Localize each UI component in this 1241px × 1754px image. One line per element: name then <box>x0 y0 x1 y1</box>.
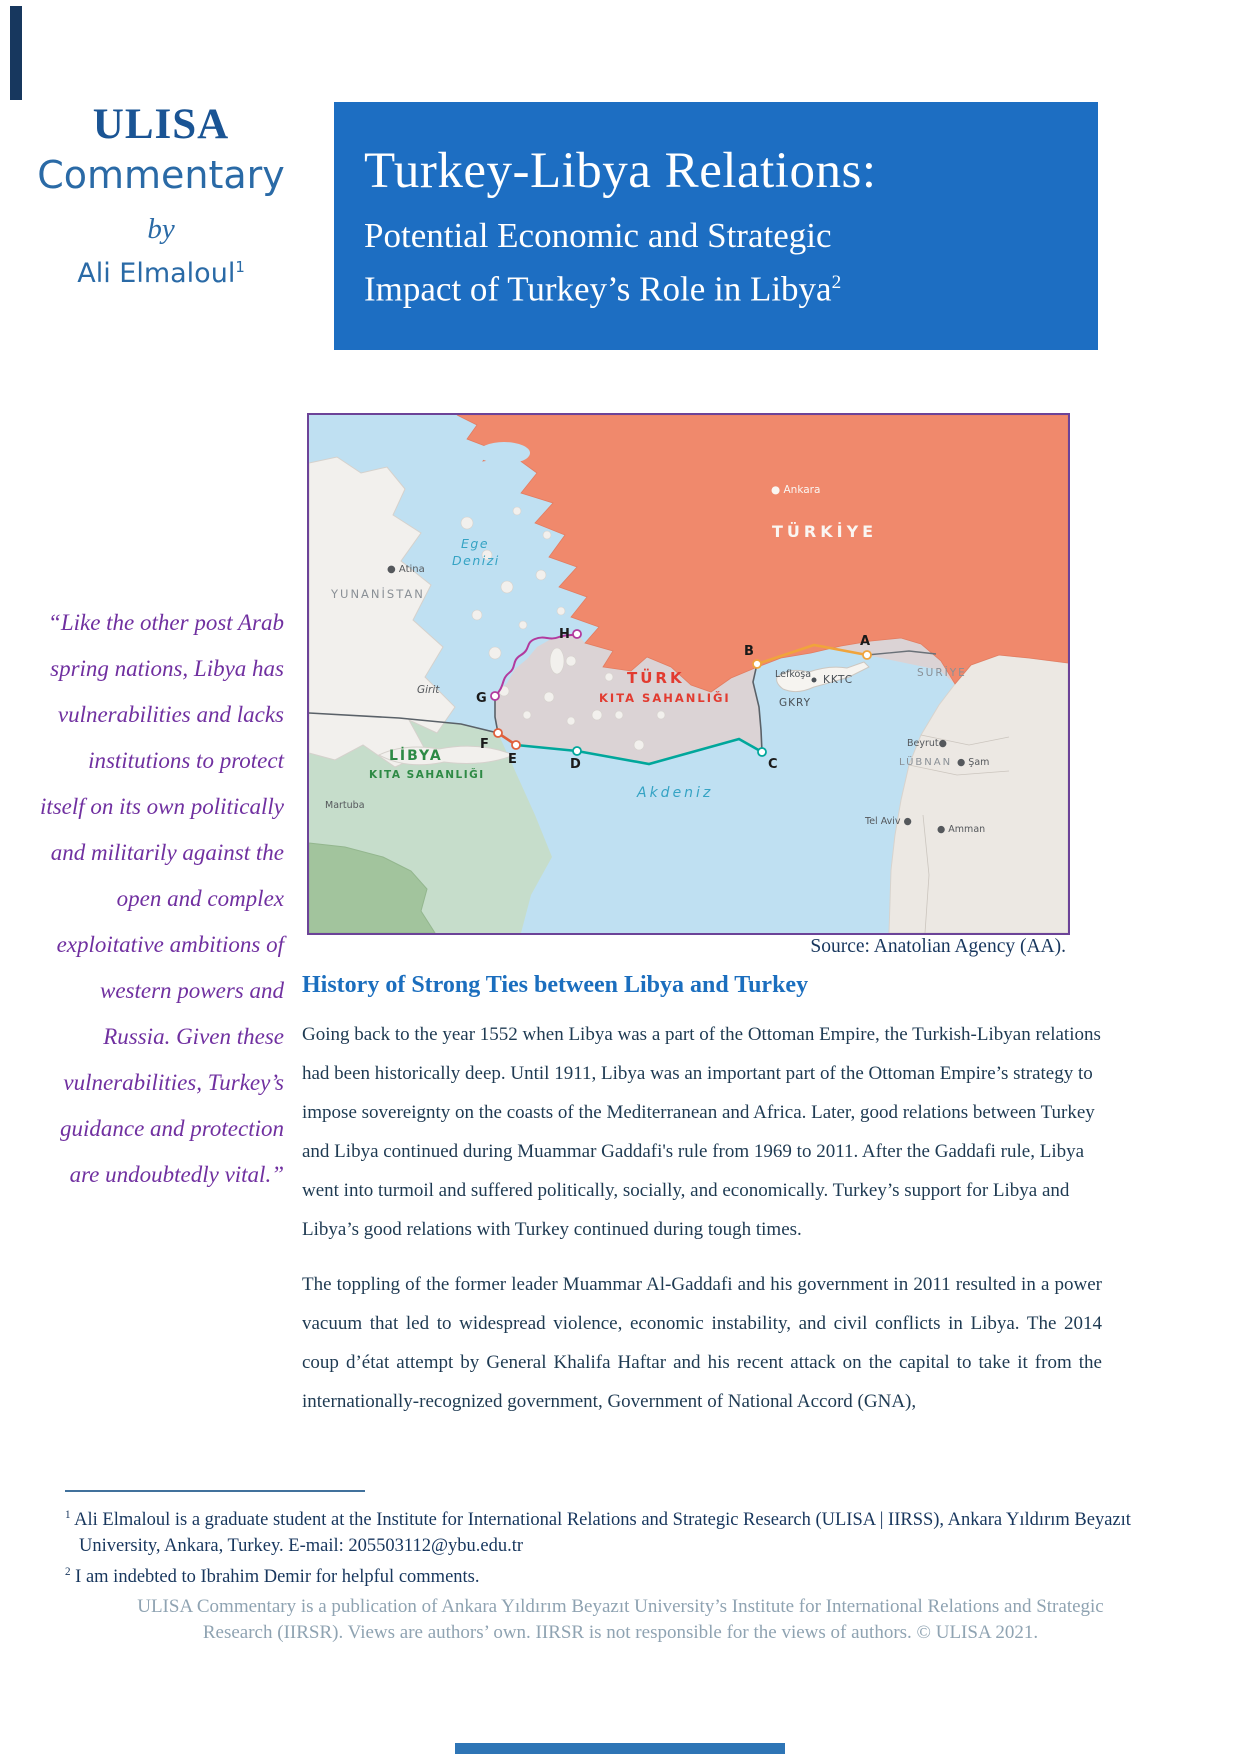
ankara-label: ● Ankara <box>771 484 821 496</box>
turkish-shelf-label-1: TÜRK <box>627 669 685 687</box>
article-body <box>302 972 1102 1437</box>
page-title: Turkey-Libya Relations: <box>364 143 877 199</box>
pull-quote: “Like the other post Arab spring nations, Libya has vulnerabilities and lacks institutions to protect itself on its own politically and militarily against the open and complex exploitative ambitions of western powers and Russia. Given these vulnerabilities, Turkey’s guidance and protection are undoubtedly vital.” <box>39 610 284 1187</box>
athens-label: ● Atina <box>387 564 425 575</box>
page-subtitle <box>364 212 1088 313</box>
marmara-sea <box>478 442 530 464</box>
gkry-label: GKRY <box>779 697 812 709</box>
aegean-sea-label-1: Ege <box>461 536 490 551</box>
mediterranean-map <box>309 415 1068 933</box>
amman-label: ● Amman <box>937 824 986 835</box>
top-left-accent-bar <box>10 6 22 100</box>
byword: by <box>147 213 175 245</box>
point-a-marker <box>863 651 871 659</box>
point-e-label: E <box>508 752 517 767</box>
footnote-2-text: I am indebted to Ibrahim Demir for helpful comments. <box>70 1567 480 1588</box>
aegean-sea-label-2: Denizi <box>452 553 500 568</box>
point-h-label: H <box>559 627 570 642</box>
nicosia-label: Lefkoşa <box>775 669 812 680</box>
section-heading: History of Strong Ties between Libya and Turkey <box>302 972 809 998</box>
footnotes <box>65 1490 1140 1590</box>
point-d-label: D <box>570 757 581 772</box>
point-b-label: B <box>744 644 754 659</box>
subtitle-line-1: Potential Economic and Strategic <box>364 216 832 255</box>
greece-label: YUNANİSTAN <box>331 587 425 601</box>
martuba-label: Martuba <box>325 800 365 811</box>
subtitle-line-2: Impact of Turkey’s Role in Libya$^2$ <box>364 269 842 309</box>
footnote-1 <box>65 1502 1140 1559</box>
title-banner <box>334 102 1098 350</box>
damascus-label: ● Şam <box>957 757 990 768</box>
nicosia-dot <box>812 678 817 683</box>
series-title: Commentary <box>37 153 285 197</box>
point-e-marker <box>512 741 520 749</box>
brand-title: ULISA <box>92 101 230 148</box>
paragraph-2: The toppling of the former leader Muammar Al-Gaddafi and his government in 2011 resulted in a power vacuum that led to widespread violence, economic instability, and civil conflicts in Libya. The 2014 coup d’état attempt by General Khalifa Haftar and his recent attack on the capital to take it from the internationally-recognized government, Government of National Accord (GNA), <box>302 1274 1102 1412</box>
footer-line-1: ULISA Commentary is a publication of Ankara Yıldırım Beyazıt University’s Institute for International Relations and Strategic <box>137 1596 1104 1617</box>
point-a-label: A <box>860 634 871 649</box>
publication-footer <box>60 1594 1181 1646</box>
kktc-label: KKTC <box>823 674 854 686</box>
libya-shelf-label-2: KITA SAHANLIĞI <box>369 769 485 781</box>
crete-label: Girit <box>417 684 440 696</box>
point-g-marker <box>491 692 499 700</box>
point-h-marker <box>573 630 581 638</box>
masthead <box>30 100 292 289</box>
turkish-shelf-label-2: KITA SAHANLIĞI <box>599 691 731 705</box>
turkiye-label: TÜRKİYE <box>772 522 878 541</box>
footer-line-2: Research (IIRSR). Views are authors’ own. IIRSR is not responsible for the views of authors. © ULISA 2021. <box>202 1622 1039 1643</box>
subtitle-footnote-ref: 2 <box>831 272 842 293</box>
paragraph-1: Going back to the year 1552 when Libya was a part of the Ottoman Empire, the Turkish-Libyan relations had been historically deep. Until 1911, Libya was an important part of the Ottoman Empire’s strategy to impose sovereignty on the coasts of the Mediterranean and Africa. Later, good relations between Turkey and Libya continued during Muammar Gaddafi's rule from 1969 to 2011. After the Gaddafi rule, Libya went into turmoil and suffered politically, socially, and economically. Turkey’s support for Libya and Libya’s good relations with Turkey continued during tough times. <box>302 1024 1101 1240</box>
point-c-marker <box>758 748 766 756</box>
point-g-label: G <box>476 691 487 706</box>
map-source-caption: Source: Anatolian Agency (AA). <box>810 936 1066 957</box>
point-f-label: F <box>480 737 489 752</box>
author-text: Ali Elmaloul <box>77 258 236 289</box>
libya-shelf-label-1: LİBYA <box>389 748 443 764</box>
bottom-accent-bar <box>455 1743 785 1754</box>
lebanon-label: LÜBNAN <box>899 757 953 768</box>
footnote-1-ref: 1 <box>65 1509 71 1521</box>
syria-label: SURİYE <box>917 667 967 679</box>
tel-aviv-label: Tel Aviv ● <box>865 816 912 827</box>
author-name <box>30 258 292 289</box>
author-footnote-ref: 1 <box>235 258 245 276</box>
footnote-1-text: Ali Elmaloul is a graduate student at the Institute for International Relations and Strategic Research (ULISA | IIRSS), Ankara Yıldırım Beyazıt University, Ankara, Turkey. E-mail: 205503112@ybu.edu.tr <box>70 1510 1131 1557</box>
footnote-2 <box>65 1559 1140 1590</box>
beirut-label: Beyrut● <box>907 738 947 749</box>
point-d-marker <box>573 747 581 755</box>
point-f-marker <box>494 729 502 737</box>
point-c-label: C <box>768 757 778 772</box>
footnote-2-ref: 2 <box>65 1566 71 1579</box>
point-b-marker <box>753 660 761 668</box>
footnote-divider <box>65 1490 365 1492</box>
mediterranean-label: Akdeniz <box>637 785 714 801</box>
map-figure <box>307 413 1070 935</box>
